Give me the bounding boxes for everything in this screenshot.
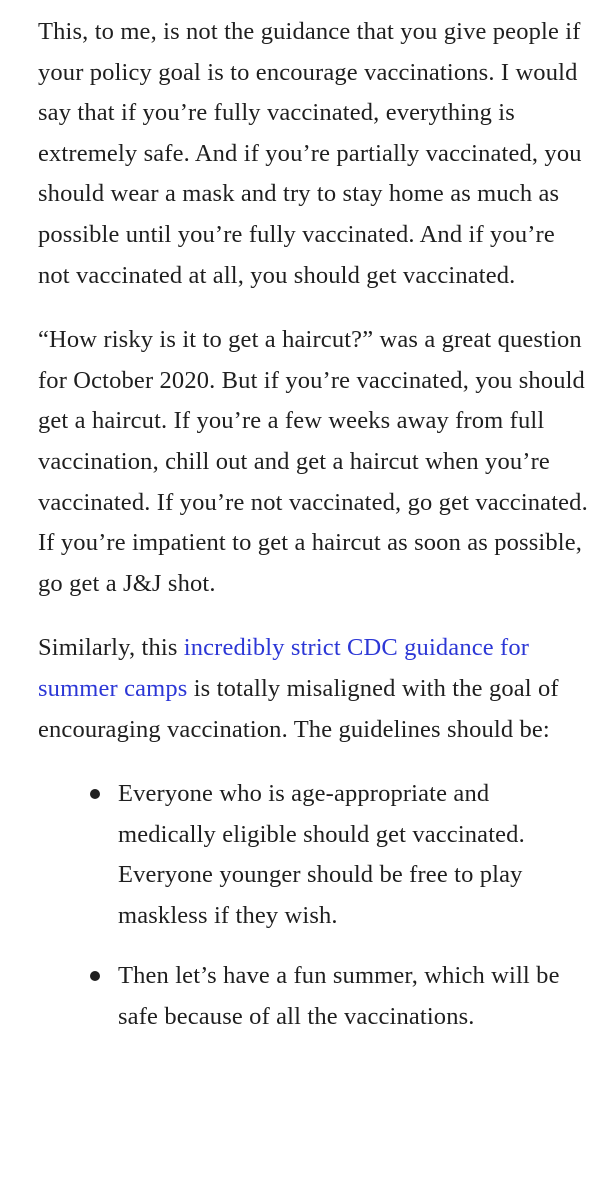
paragraph-guidance: This, to me, is not the guidance that you give people if your policy goal is to encourage vaccinations. I would say that if you’re fully vaccinated, everything is extremely safe. And if you’re partially vaccinated, you should wear a mask and try to stay home as much as possible until you’re fully vaccinated. And if you’re not vaccinated at all, you should get vaccinated. <box>38 18 582 289</box>
guidelines-list <box>38 774 589 1038</box>
list-item <box>118 774 589 936</box>
list-item-text: Then let’s have a fun summer, which will be safe because of all the vaccinations. <box>118 962 560 1031</box>
paragraph-haircut: “How risky is it to get a haircut?” was a great question for October 2020. But if you’re vaccinated, you should get a haircut. If you’re a few weeks away from full vaccination, chill out and get a haircut when you’re vaccinated. If you’re not vaccinated, go get vaccinated. If you’re impatient to get a haircut as soon as possible, go get a J&J shot. <box>38 326 588 597</box>
list-item <box>118 956 589 1037</box>
bullet-icon <box>90 971 100 981</box>
paragraph-summer-camps-rest: is totally misaligned with the goal of encouraging vaccination. The guidelines should be: <box>38 674 559 743</box>
list-item-text: Everyone who is age-appropriate and medically eligible should get vaccinated. Everyone younger should be free to play maskless if they wish. <box>118 780 525 929</box>
cdc-summer-camp-guidance-link[interactable]: incredibly strict CDC guidance for summer camps <box>38 634 530 702</box>
paragraph-summer-camps <box>38 628 589 750</box>
bullet-icon <box>90 789 100 799</box>
paragraph-summer-camps-intro: Similarly, this <box>38 634 184 662</box>
